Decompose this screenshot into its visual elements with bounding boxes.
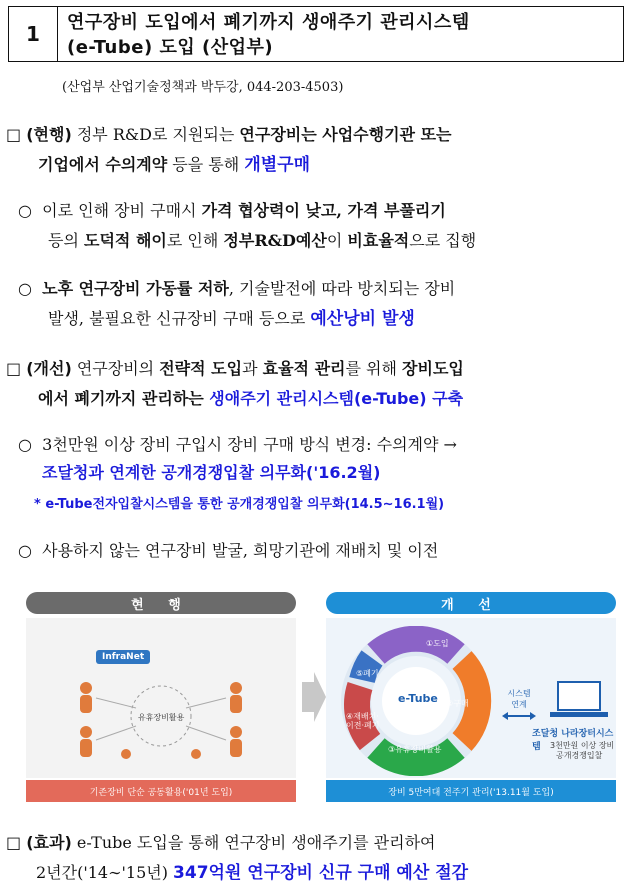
right-panel <box>326 618 616 778</box>
contact-info: (산업부 산업기술정책과 박두강, 044-203-4503) <box>62 80 344 95</box>
sec2-tag: (개선) <box>26 359 72 378</box>
cycle-step-3: ③유휴장비활용 <box>388 745 442 754</box>
sec3-line1: □ (효과) e-Tube 도입을 통해 연구장비 생애주기를 관리하여 <box>6 833 436 852</box>
sec2-line1: □ (개선) 연구장비의 전략적 도입과 효율적 관리를 위해 장비도입 <box>6 359 464 378</box>
laptop-icon <box>550 680 608 720</box>
sec1-item2-line2: 발생, 불필요한 신규장비 구매 등으로 예산낭비 발생 <box>48 309 415 329</box>
link-label: 시스템 연계 <box>507 689 531 709</box>
pps-sub2: 공개경쟁입찰 <box>556 751 603 760</box>
circle-bullet-icon: ○ <box>18 279 32 298</box>
square-bullet-icon: □ <box>6 359 22 378</box>
etube-logo: e-Tube <box>398 692 438 705</box>
double-arrow-icon <box>502 710 536 722</box>
cycle-step-2: ②구매 <box>446 699 469 708</box>
square-bullet-icon: □ <box>6 125 22 144</box>
circle-bullet-icon: ○ <box>18 201 32 220</box>
section-number: 1 <box>9 7 58 61</box>
pps-title: 조달청 나라장터시스템 <box>532 729 614 752</box>
sec2-line2: 에서 폐기까지 관리하는 생애주기 관리시스템(e-Tube) 구축 <box>38 389 464 408</box>
left-footer: 기존장비 단순 공동활용('01년 도입) <box>26 780 296 802</box>
title-box <box>8 6 624 62</box>
cycle-step-1: ①도입 <box>426 639 449 648</box>
share-label: 유휴장비활용 <box>138 713 185 722</box>
pps-sub1: 3천만원 이상 장비 <box>550 741 615 750</box>
sec2-item1-line2: 조달청과 연계한 공개경쟁입찰 의무화('16.2월) <box>42 463 381 482</box>
arrow-right-icon <box>300 672 326 722</box>
sec1-item1-line1: ○ 이로 인해 장비 구매시 가격 협상력이 낮고, 가격 부풀리기 <box>18 201 446 220</box>
circle-bullet-icon: ○ <box>18 541 32 560</box>
square-bullet-icon: □ <box>6 833 22 852</box>
left-header-bar: 현 행 <box>26 592 296 614</box>
infranet-badge: InfraNet <box>96 650 150 664</box>
right-header-bar: 개 선 <box>326 592 616 614</box>
sec2-footnote: * e-Tube전자입찰시스템을 통한 공개경쟁입찰 의무화(14.5∼16.1월) <box>34 497 445 512</box>
page-title: 연구장비 도입에서 폐기까지 생애주기 관리시스템 (e-Tube) 도입 (산업부) <box>67 12 470 58</box>
sec3-line2: 2년간('14∼'15년) 347억원 연구장비 신규 구매 예산 절감 <box>36 863 469 883</box>
sec1-item2-line1: ○ 노후 연구장비 가동률 저하, 기술발전에 따라 방치되는 장비 <box>18 279 456 298</box>
sec1-line1: □ (현행) 정부 R&D로 지원되는 연구장비는 사업수행기관 또는 <box>6 125 452 144</box>
comparison-figure <box>26 592 616 804</box>
sec2-item2-line1: ○ 사용하지 않는 연구장비 발굴, 희망기관에 재배치 및 이전 <box>18 541 439 560</box>
sec1-line2: 기업에서 수의계약 등을 통해 개별구매 <box>38 155 311 175</box>
cycle-step-5: ⑤폐기 <box>356 669 379 678</box>
sec2-item1-line1: ○ 3천만원 이상 장비 구입시 장비 구매 방식 변경: 수의계약 → <box>18 435 457 454</box>
circle-bullet-icon: ○ <box>18 435 32 454</box>
cycle-step-4: ④재배치·이전·폐기 <box>346 712 380 730</box>
sec1-tag: (현행) <box>26 125 72 144</box>
sec3-tag: (효과) <box>26 833 72 852</box>
left-panel <box>26 618 296 778</box>
right-footer: 장비 5만여대 전주기 관리('13.11월 도입) <box>326 780 616 802</box>
sec1-item1-line2: 등의 도덕적 해이로 인해 정부R&D예산이 비효율적으로 집행 <box>48 231 477 250</box>
